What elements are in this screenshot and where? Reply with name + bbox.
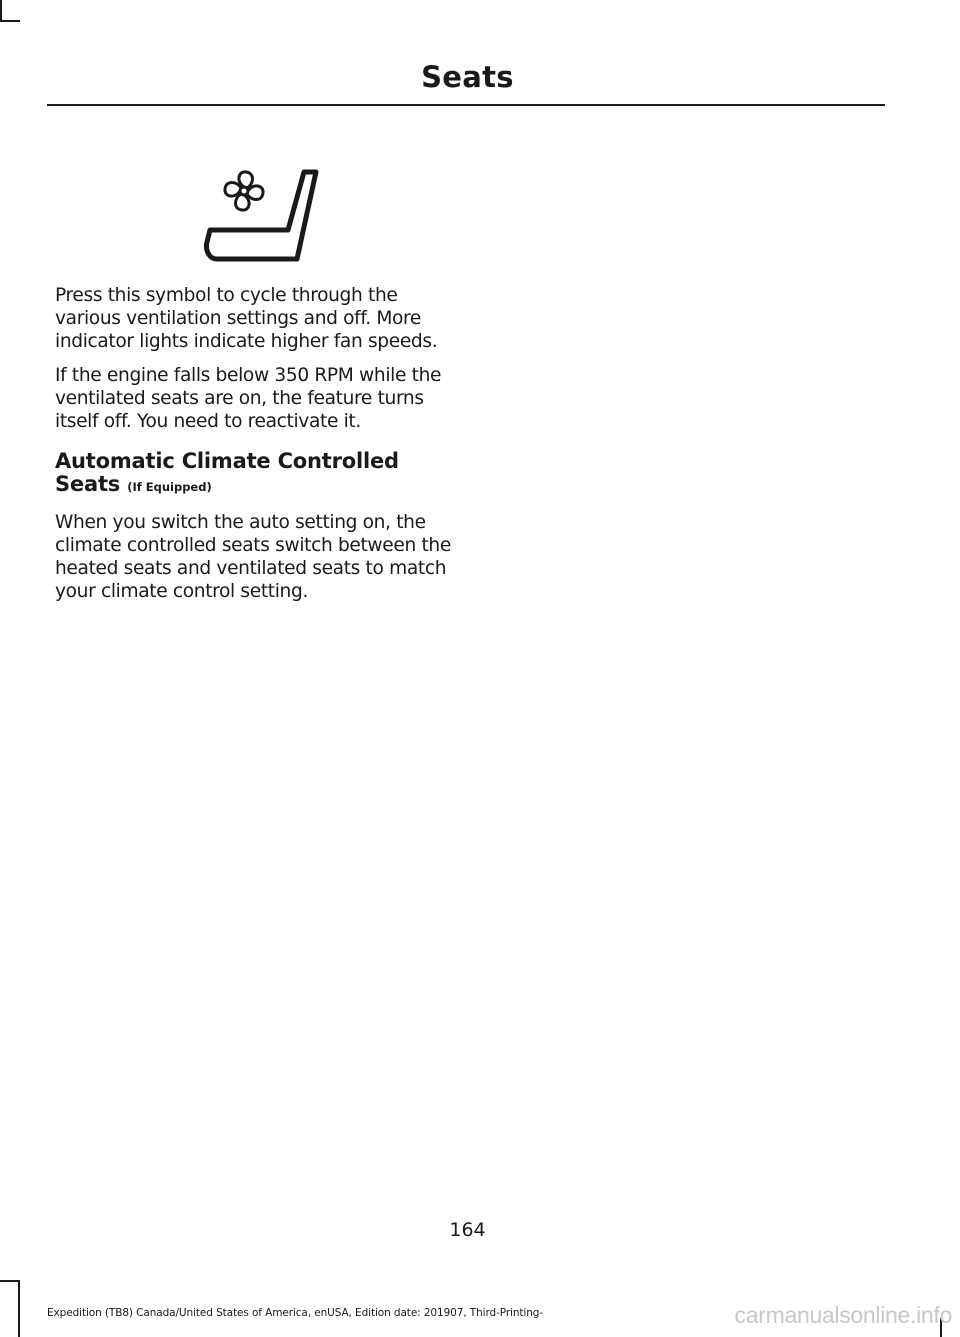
section-heading — [55, 450, 455, 499]
crop-mark-bottom-left-h — [0, 1280, 20, 1282]
page-title: Seats — [421, 60, 514, 94]
edition-footer: Expedition (TB8) Canada/United States of America, enUSA, Edition date: 201907, Third-Printing- — [47, 1307, 544, 1319]
crop-mark-top-left — [0, 0, 2, 20]
ventilated-seat-icon — [200, 160, 326, 266]
page-number: 164 — [449, 1219, 486, 1241]
main-content — [55, 284, 455, 614]
seat-outline — [206, 172, 316, 259]
paragraph-ventilation-cycle: Press this symbol to cycle through the various ventilation settings and off. More indicator lights indicate higher fan speeds. — [55, 285, 438, 352]
crop-mark-top-left-h — [0, 20, 20, 22]
watermark: carmanualsonline.info — [734, 1302, 952, 1328]
if-equipped-note: (If Equipped) — [127, 480, 212, 494]
paragraph-engine-rpm: If the engine falls below 350 RPM while the ventilated seats are on, the feature turns itself off. You need to reactivate it. — [55, 365, 442, 432]
fan-icon — [225, 172, 263, 210]
section-heading-text: Automatic Climate Controlled Seats — [55, 449, 399, 496]
paragraph-auto-setting: When you switch the auto setting on, the climate controlled seats switch between the heated seats and ventilated seats to match your climate control setting. — [55, 512, 451, 602]
header-divider — [47, 104, 885, 106]
crop-mark-bottom-left — [18, 1280, 20, 1337]
